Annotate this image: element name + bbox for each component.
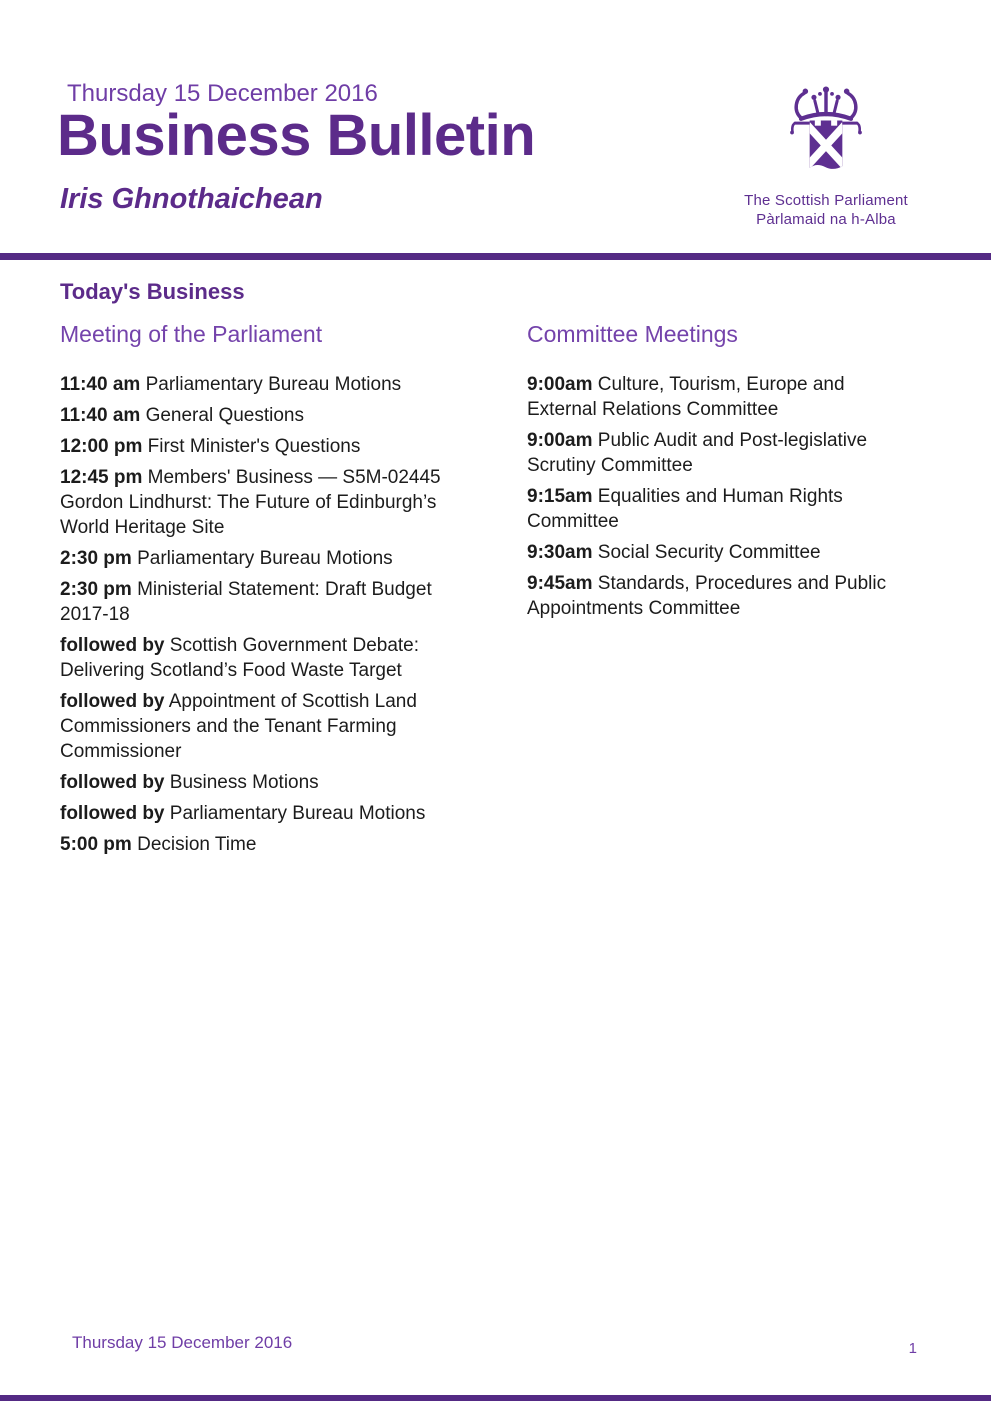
agenda-item-time: 9:00am	[527, 430, 593, 451]
agenda-item-time: 9:45am	[527, 573, 593, 594]
column-meeting-of-the-parliament	[60, 321, 480, 863]
agenda-item-text: General Questions	[140, 405, 304, 426]
footer-divider	[0, 1395, 991, 1401]
agenda-item-time: 9:00am	[527, 374, 593, 395]
agenda-item-text: Members' Business — S5M-02445 Gordon Lindhurst: The Future of Edinburgh’s World Heritage Site	[60, 467, 441, 538]
agenda-item-text: Parliamentary Bureau Motions	[140, 374, 402, 395]
agenda-item-time: followed by	[60, 691, 165, 712]
agenda-item-text: Standards, Procedures and Public Appointments Committee	[527, 573, 887, 619]
agenda-item	[527, 571, 902, 621]
column-heading: Committee Meetings	[527, 321, 738, 347]
agenda-item	[60, 577, 480, 627]
agenda-columns	[60, 321, 902, 863]
agenda-item-text: First Minister's Questions	[142, 436, 361, 457]
agenda-item	[60, 832, 480, 857]
agenda-item	[60, 434, 480, 459]
agenda-item-text: Business Motions	[164, 772, 319, 793]
agenda-item	[527, 372, 902, 422]
agenda-item-time: 12:00 pm	[60, 436, 143, 457]
agenda-item	[60, 770, 480, 795]
agenda-item	[60, 633, 480, 683]
logo-name-gaelic: Pàrlamaid na h-Alba	[756, 211, 896, 228]
agenda-item	[527, 428, 902, 478]
agenda-item-time: 5:00 pm	[60, 834, 132, 855]
section-title: Today's Business	[60, 279, 245, 304]
agenda-item-text: Ministerial Statement: Draft Budget 2017-18	[60, 579, 432, 625]
agenda-item	[60, 546, 480, 571]
agenda-item-time: 9:30am	[527, 542, 593, 563]
agenda-item-text: Decision Time	[131, 834, 257, 855]
agenda-item	[60, 689, 480, 764]
agenda-item	[60, 403, 480, 428]
agenda-item-time: followed by	[60, 635, 165, 656]
agenda-list-parliament	[60, 372, 480, 857]
agenda-item-time: 9:15am	[527, 486, 593, 507]
page-subtitle-gaelic: Iris Ghnothaichean	[60, 183, 323, 215]
logo-name-english: The Scottish Parliament	[744, 192, 908, 209]
agenda-item	[60, 372, 480, 397]
agenda-item-text: Public Audit and Post-legislative Scrutiny Committee	[527, 430, 868, 476]
agenda-item	[60, 801, 480, 826]
agenda-item-time: 11:40 am	[60, 374, 141, 395]
column-heading: Meeting of the Parliament	[60, 321, 323, 347]
header-divider	[0, 253, 991, 260]
column-committee-meetings	[527, 321, 902, 863]
agenda-item-time: followed by	[60, 772, 165, 793]
agenda-item-text: Culture, Tourism, Europe and External Relations Committee	[527, 374, 845, 420]
page-title: Business Bulletin	[57, 103, 536, 168]
agenda-item-text: Parliamentary Bureau Motions	[164, 803, 426, 824]
parliament-crown-saltire-icon	[731, 84, 921, 188]
agenda-list-committees	[527, 372, 902, 621]
agenda-item-time: followed by	[60, 803, 165, 824]
agenda-item-text: Parliamentary Bureau Motions	[131, 548, 393, 569]
agenda-item	[60, 465, 480, 540]
agenda-item	[527, 484, 902, 534]
scottish-parliament-logo	[731, 84, 921, 229]
agenda-item-text: Equalities and Human Rights Committee	[527, 486, 843, 532]
masthead-date: Thursday 15 December 2016	[67, 80, 378, 107]
footer-date: Thursday 15 December 2016	[72, 1333, 293, 1352]
agenda-item-time: 11:40 am	[60, 405, 141, 426]
agenda-item-time: 2:30 pm	[60, 548, 132, 569]
agenda-item	[527, 540, 902, 565]
agenda-item-text: Scottish Government Debate: Delivering Scotland’s Food Waste Target	[60, 635, 420, 681]
agenda-item-text: Appointment of Scottish Land Commissioners and the Tenant Farming Commissioner	[60, 691, 417, 762]
agenda-item-text: Social Security Committee	[592, 542, 821, 563]
agenda-item-time: 12:45 pm	[60, 467, 143, 488]
footer-page-number: 1	[908, 1340, 917, 1357]
agenda-item-time: 2:30 pm	[60, 579, 132, 600]
